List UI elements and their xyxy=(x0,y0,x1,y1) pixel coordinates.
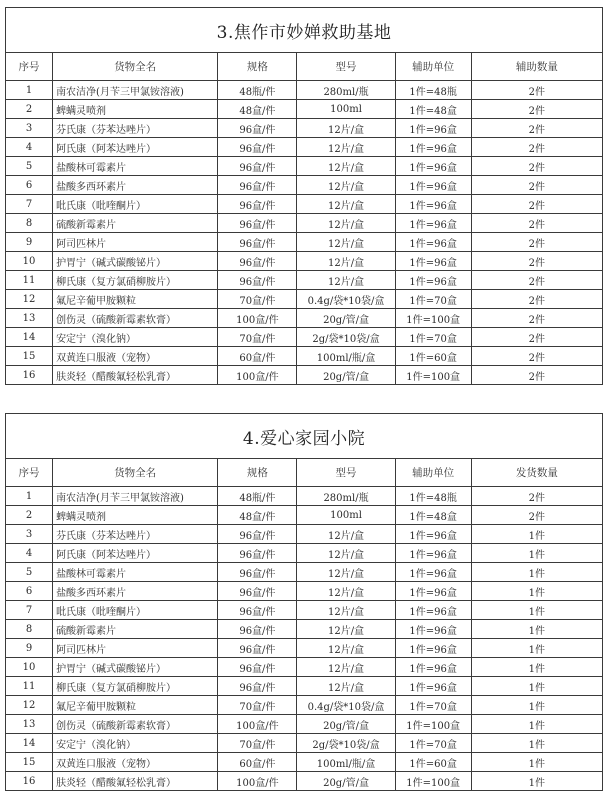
header-col-aux-unit: 辅助单位 xyxy=(395,459,471,487)
cell-col-quantity: 1件 xyxy=(471,715,602,734)
cell-col-spec: 96盒/件 xyxy=(218,525,297,544)
table-row xyxy=(6,233,603,252)
cell-col-quantity: 1件 xyxy=(471,563,602,582)
cell-col-spec: 96盒/件 xyxy=(218,639,297,658)
cell-col-quantity: 2件 xyxy=(471,100,602,119)
cell-col-aux-unit: 1件=96盒 xyxy=(395,639,471,658)
cell-col-aux-unit: 1件=96盒 xyxy=(395,233,471,252)
cell-col-aux-unit: 1件=96盒 xyxy=(395,157,471,176)
cell-col-quantity: 2件 xyxy=(471,347,602,366)
cell-col-goods-name: 氟尼辛葡甲胺颗粒 xyxy=(53,696,218,715)
cell-col-aux-unit: 1件=96盒 xyxy=(395,582,471,601)
cell-col-goods-name: 护胃宁（碱式碳酸铋片） xyxy=(53,658,218,677)
cell-col-spec: 96盒/件 xyxy=(218,677,297,696)
table-row xyxy=(6,100,603,119)
cell-col-spec: 48盒/件 xyxy=(218,506,297,525)
cell-col-goods-name: 盐酸多西环素片 xyxy=(53,176,218,195)
cell-col-aux-unit: 1件=96盒 xyxy=(395,620,471,639)
cell-col-index: 7 xyxy=(6,601,53,620)
cell-col-model: 12片/盒 xyxy=(297,214,395,233)
cell-col-model: 100ml xyxy=(297,100,395,119)
cell-col-index: 12 xyxy=(6,696,53,715)
table-row xyxy=(6,366,603,385)
cell-col-goods-name: 阿司匹林片 xyxy=(53,639,218,658)
cell-col-model: 2g/袋*10袋/盒 xyxy=(297,734,395,753)
cell-col-quantity: 1件 xyxy=(471,544,602,563)
cell-col-spec: 96盒/件 xyxy=(218,176,297,195)
cell-col-quantity: 2件 xyxy=(471,252,602,271)
cell-col-goods-name: 肤炎轻（醋酸氟轻松乳膏） xyxy=(53,772,218,791)
cell-col-aux-unit: 1件=70盒 xyxy=(395,328,471,347)
cell-col-aux-unit: 1件=100盒 xyxy=(395,309,471,328)
cell-col-goods-name: 肤炎轻（醋酸氟轻松乳膏） xyxy=(53,366,218,385)
cell-col-model: 100ml xyxy=(297,506,395,525)
cell-col-index: 11 xyxy=(6,271,53,290)
cell-col-aux-unit: 1件=70盒 xyxy=(395,290,471,309)
cell-col-spec: 96盒/件 xyxy=(218,658,297,677)
cell-col-model: 20g/管/盒 xyxy=(297,309,395,328)
header-col-quantity: 辅助数量 xyxy=(471,53,602,81)
cell-col-index: 5 xyxy=(6,563,53,582)
header-col-spec: 规格 xyxy=(218,53,297,81)
cell-col-spec: 96盒/件 xyxy=(218,157,297,176)
cell-col-aux-unit: 1件=60盒 xyxy=(395,347,471,366)
cell-col-quantity: 2件 xyxy=(471,138,602,157)
cell-col-goods-name: 硫酸新霉素片 xyxy=(53,620,218,639)
table-row xyxy=(6,734,603,753)
cell-col-index: 2 xyxy=(6,100,53,119)
cell-col-spec: 96盒/件 xyxy=(218,544,297,563)
cell-col-spec: 60盒/件 xyxy=(218,753,297,772)
cell-col-aux-unit: 1件=96盒 xyxy=(395,271,471,290)
table-row xyxy=(6,544,603,563)
cell-col-aux-unit: 1件=48盒 xyxy=(395,506,471,525)
cell-col-quantity: 1件 xyxy=(471,582,602,601)
cell-col-model: 0.4g/袋*10袋/盒 xyxy=(297,290,395,309)
cell-col-spec: 100盒/件 xyxy=(218,772,297,791)
cell-col-spec: 100盒/件 xyxy=(218,309,297,328)
cell-col-index: 15 xyxy=(6,347,53,366)
table-row xyxy=(6,487,603,506)
cell-col-index: 14 xyxy=(6,734,53,753)
cell-col-goods-name: 双黄连口服液（宠物） xyxy=(53,347,218,366)
cell-col-aux-unit: 1件=100盒 xyxy=(395,772,471,791)
cell-col-model: 12片/盒 xyxy=(297,271,395,290)
cell-col-index: 4 xyxy=(6,138,53,157)
cell-col-index: 5 xyxy=(6,157,53,176)
shipment-table-jiaozuo xyxy=(5,7,603,385)
table-row xyxy=(6,639,603,658)
cell-col-aux-unit: 1件=70盒 xyxy=(395,696,471,715)
cell-col-aux-unit: 1件=48瓶 xyxy=(395,487,471,506)
header-col-model: 型号 xyxy=(297,459,395,487)
cell-col-spec: 96盒/件 xyxy=(218,138,297,157)
cell-col-index: 14 xyxy=(6,328,53,347)
cell-col-goods-name: 盐酸林可霉素片 xyxy=(53,157,218,176)
cell-col-model: 12片/盒 xyxy=(297,563,395,582)
cell-col-spec: 60盒/件 xyxy=(218,347,297,366)
cell-col-model: 12片/盒 xyxy=(297,119,395,138)
cell-col-index: 3 xyxy=(6,525,53,544)
cell-col-quantity: 2件 xyxy=(471,271,602,290)
cell-col-index: 1 xyxy=(6,487,53,506)
cell-col-index: 9 xyxy=(6,639,53,658)
cell-col-index: 2 xyxy=(6,506,53,525)
header-col-spec: 规格 xyxy=(218,459,297,487)
cell-col-aux-unit: 1件=48盒 xyxy=(395,100,471,119)
cell-col-spec: 100盒/件 xyxy=(218,366,297,385)
table-row xyxy=(6,753,603,772)
cell-col-quantity: 1件 xyxy=(471,677,602,696)
cell-col-model: 12片/盒 xyxy=(297,639,395,658)
cell-col-model: 20g/管/盒 xyxy=(297,772,395,791)
cell-col-goods-name: 护胃宁（碱式碳酸铋片） xyxy=(53,252,218,271)
cell-col-quantity: 1件 xyxy=(471,753,602,772)
cell-col-model: 12片/盒 xyxy=(297,233,395,252)
table-row xyxy=(6,658,603,677)
cell-col-quantity: 2件 xyxy=(471,309,602,328)
cell-col-model: 12片/盒 xyxy=(297,157,395,176)
cell-col-goods-name: 吡氏康（吡喹酮片） xyxy=(53,601,218,620)
table-row xyxy=(6,601,603,620)
cell-col-spec: 70盒/件 xyxy=(218,734,297,753)
cell-col-quantity: 2件 xyxy=(471,290,602,309)
cell-col-aux-unit: 1件=96盒 xyxy=(395,525,471,544)
cell-col-aux-unit: 1件=96盒 xyxy=(395,601,471,620)
cell-col-index: 9 xyxy=(6,233,53,252)
table-body xyxy=(6,487,603,791)
cell-col-aux-unit: 1件=96盒 xyxy=(395,677,471,696)
cell-col-goods-name: 创伤灵（硫酸新霉素软膏） xyxy=(53,309,218,328)
header-col-goods-name: 货物全名 xyxy=(53,53,218,81)
header-col-index: 序号 xyxy=(6,459,53,487)
table-title: 3.焦作市妙婵救助基地 xyxy=(6,8,603,53)
cell-col-model: 12片/盒 xyxy=(297,582,395,601)
cell-col-model: 12片/盒 xyxy=(297,544,395,563)
cell-col-goods-name: 硫酸新霉素片 xyxy=(53,214,218,233)
cell-col-model: 12片/盒 xyxy=(297,176,395,195)
cell-col-goods-name: 创伤灵（硫酸新霉素软膏） xyxy=(53,715,218,734)
table-row xyxy=(6,772,603,791)
cell-col-goods-name: 南农洁净(月苄三甲氯铵溶液) xyxy=(53,487,218,506)
cell-col-goods-name: 安定宁（溴化钠） xyxy=(53,328,218,347)
cell-col-index: 13 xyxy=(6,715,53,734)
cell-col-index: 10 xyxy=(6,658,53,677)
cell-col-index: 8 xyxy=(6,620,53,639)
cell-col-index: 6 xyxy=(6,176,53,195)
header-col-model: 型号 xyxy=(297,53,395,81)
cell-col-spec: 48瓶/件 xyxy=(218,487,297,506)
cell-col-goods-name: 阿氏康（阿苯达唑片） xyxy=(53,544,218,563)
table-row xyxy=(6,290,603,309)
cell-col-model: 12片/盒 xyxy=(297,620,395,639)
cell-col-spec: 70盒/件 xyxy=(218,696,297,715)
cell-col-goods-name: 吡氏康（吡喹酮片） xyxy=(53,195,218,214)
cell-col-index: 6 xyxy=(6,582,53,601)
cell-col-quantity: 1件 xyxy=(471,734,602,753)
cell-col-aux-unit: 1件=96盒 xyxy=(395,176,471,195)
cell-col-index: 10 xyxy=(6,252,53,271)
cell-col-model: 100ml/瓶/盒 xyxy=(297,753,395,772)
cell-col-spec: 48盒/件 xyxy=(218,100,297,119)
cell-col-aux-unit: 1件=60盒 xyxy=(395,753,471,772)
cell-col-spec: 96盒/件 xyxy=(218,601,297,620)
cell-col-goods-name: 阿氏康（阿苯达唑片） xyxy=(53,138,218,157)
cell-col-spec: 48瓶/件 xyxy=(218,81,297,100)
cell-col-index: 16 xyxy=(6,366,53,385)
cell-col-aux-unit: 1件=100盒 xyxy=(395,715,471,734)
cell-col-spec: 96盒/件 xyxy=(218,271,297,290)
cell-col-goods-name: 蜱螨灵喷剂 xyxy=(53,100,218,119)
table-row xyxy=(6,176,603,195)
cell-col-quantity: 1件 xyxy=(471,601,602,620)
cell-col-goods-name: 蜱螨灵喷剂 xyxy=(53,506,218,525)
cell-col-model: 20g/管/盒 xyxy=(297,715,395,734)
cell-col-aux-unit: 1件=96盒 xyxy=(395,563,471,582)
cell-col-quantity: 2件 xyxy=(471,487,602,506)
cell-col-model: 280ml/瓶 xyxy=(297,487,395,506)
cell-col-model: 12片/盒 xyxy=(297,138,395,157)
table-row xyxy=(6,347,603,366)
cell-col-model: 12片/盒 xyxy=(297,195,395,214)
table-row xyxy=(6,81,603,100)
cell-col-quantity: 1件 xyxy=(471,772,602,791)
table-row xyxy=(6,563,603,582)
cell-col-aux-unit: 1件=96盒 xyxy=(395,214,471,233)
cell-col-model: 2g/袋*10袋/盒 xyxy=(297,328,395,347)
cell-col-aux-unit: 1件=96盒 xyxy=(395,138,471,157)
cell-col-goods-name: 柳氏康（复方氯硝柳胺片） xyxy=(53,677,218,696)
cell-col-quantity: 2件 xyxy=(471,157,602,176)
table-row xyxy=(6,582,603,601)
cell-col-goods-name: 安定宁（溴化钠） xyxy=(53,734,218,753)
cell-col-model: 12片/盒 xyxy=(297,677,395,696)
table-row xyxy=(6,271,603,290)
cell-col-spec: 96盒/件 xyxy=(218,252,297,271)
table-row xyxy=(6,696,603,715)
cell-col-spec: 96盒/件 xyxy=(218,195,297,214)
shipment-table-aixin xyxy=(5,413,603,791)
cell-col-goods-name: 阿司匹林片 xyxy=(53,233,218,252)
header-row xyxy=(6,53,603,81)
table-title: 4.爱心家园小院 xyxy=(6,414,603,459)
cell-col-index: 11 xyxy=(6,677,53,696)
cell-col-spec: 96盒/件 xyxy=(218,563,297,582)
cell-col-spec: 96盒/件 xyxy=(218,620,297,639)
cell-col-model: 100ml/瓶/盒 xyxy=(297,347,395,366)
cell-col-goods-name: 南农洁净(月苄三甲氯铵溶液) xyxy=(53,81,218,100)
cell-col-quantity: 2件 xyxy=(471,119,602,138)
cell-col-spec: 70盒/件 xyxy=(218,290,297,309)
header-col-goods-name: 货物全名 xyxy=(53,459,218,487)
cell-col-spec: 96盒/件 xyxy=(218,119,297,138)
table-row xyxy=(6,138,603,157)
cell-col-index: 13 xyxy=(6,309,53,328)
cell-col-quantity: 1件 xyxy=(471,620,602,639)
header-col-index: 序号 xyxy=(6,53,53,81)
cell-col-index: 1 xyxy=(6,81,53,100)
table-row xyxy=(6,620,603,639)
cell-col-index: 16 xyxy=(6,772,53,791)
cell-col-model: 20g/管/盒 xyxy=(297,366,395,385)
cell-col-aux-unit: 1件=48瓶 xyxy=(395,81,471,100)
cell-col-model: 12片/盒 xyxy=(297,658,395,677)
table-row xyxy=(6,309,603,328)
cell-col-spec: 96盒/件 xyxy=(218,233,297,252)
cell-col-quantity: 1件 xyxy=(471,525,602,544)
cell-col-index: 12 xyxy=(6,290,53,309)
cell-col-quantity: 2件 xyxy=(471,214,602,233)
cell-col-quantity: 2件 xyxy=(471,176,602,195)
cell-col-goods-name: 芬氏康（芬苯达唑片） xyxy=(53,119,218,138)
cell-col-quantity: 1件 xyxy=(471,696,602,715)
cell-col-spec: 96盒/件 xyxy=(218,214,297,233)
cell-col-model: 12片/盒 xyxy=(297,525,395,544)
cell-col-aux-unit: 1件=70盒 xyxy=(395,734,471,753)
table-row xyxy=(6,328,603,347)
cell-col-model: 12片/盒 xyxy=(297,252,395,271)
cell-col-model: 280ml/瓶 xyxy=(297,81,395,100)
cell-col-spec: 70盒/件 xyxy=(218,328,297,347)
table-row xyxy=(6,677,603,696)
cell-col-aux-unit: 1件=96盒 xyxy=(395,119,471,138)
cell-col-quantity: 2件 xyxy=(471,506,602,525)
cell-col-goods-name: 盐酸林可霉素片 xyxy=(53,563,218,582)
cell-col-index: 15 xyxy=(6,753,53,772)
cell-col-aux-unit: 1件=96盒 xyxy=(395,544,471,563)
cell-col-index: 3 xyxy=(6,119,53,138)
cell-col-spec: 100盒/件 xyxy=(218,715,297,734)
cell-col-goods-name: 芬氏康（芬苯达唑片） xyxy=(53,525,218,544)
table-row xyxy=(6,157,603,176)
cell-col-aux-unit: 1件=100盒 xyxy=(395,366,471,385)
cell-col-aux-unit: 1件=96盒 xyxy=(395,195,471,214)
cell-col-goods-name: 盐酸多西环素片 xyxy=(53,582,218,601)
cell-col-index: 8 xyxy=(6,214,53,233)
cell-col-quantity: 1件 xyxy=(471,658,602,677)
cell-col-model: 12片/盒 xyxy=(297,601,395,620)
table-row xyxy=(6,195,603,214)
cell-col-goods-name: 氟尼辛葡甲胺颗粒 xyxy=(53,290,218,309)
cell-col-index: 7 xyxy=(6,195,53,214)
cell-col-quantity: 1件 xyxy=(471,639,602,658)
header-col-aux-unit: 辅助单位 xyxy=(395,53,471,81)
cell-col-quantity: 2件 xyxy=(471,81,602,100)
cell-col-goods-name: 双黄连口服液（宠物） xyxy=(53,753,218,772)
cell-col-spec: 96盒/件 xyxy=(218,582,297,601)
cell-col-index: 4 xyxy=(6,544,53,563)
header-row xyxy=(6,459,603,487)
cell-col-model: 0.4g/袋*10袋/盒 xyxy=(297,696,395,715)
table-row xyxy=(6,214,603,233)
header-col-quantity: 发货数量 xyxy=(471,459,602,487)
table-row xyxy=(6,119,603,138)
cell-col-quantity: 2件 xyxy=(471,366,602,385)
cell-col-aux-unit: 1件=96盒 xyxy=(395,658,471,677)
cell-col-goods-name: 柳氏康（复方氯硝柳胺片） xyxy=(53,271,218,290)
cell-col-quantity: 2件 xyxy=(471,328,602,347)
table-row xyxy=(6,525,603,544)
table-row xyxy=(6,715,603,734)
cell-col-quantity: 2件 xyxy=(471,195,602,214)
table-row xyxy=(6,252,603,271)
table-row xyxy=(6,506,603,525)
cell-col-aux-unit: 1件=96盒 xyxy=(395,252,471,271)
table-body xyxy=(6,81,603,385)
cell-col-quantity: 2件 xyxy=(471,233,602,252)
